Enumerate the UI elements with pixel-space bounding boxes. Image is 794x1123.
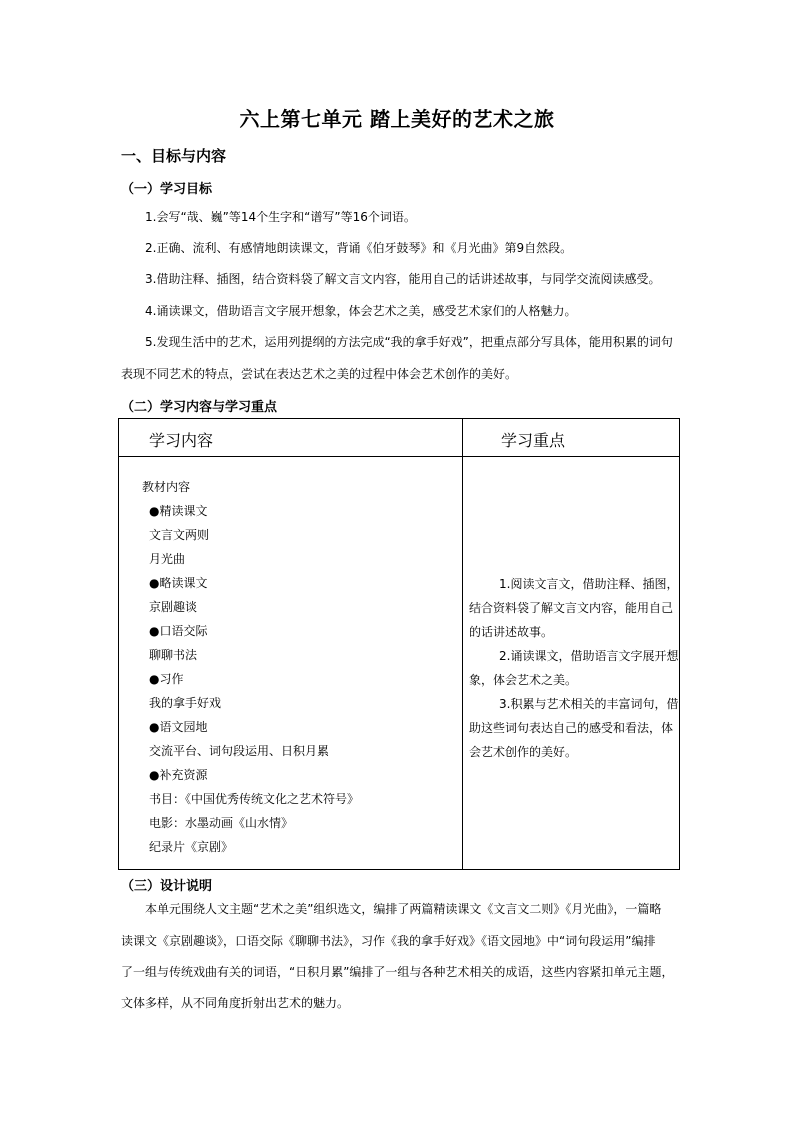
content-list-item: ●语文园地 (149, 720, 208, 734)
goal-item: 3.借助注释、插图，结合资料袋了解文言文内容，能用自己的话讲述故事，与同学交流阅读感受。 (145, 272, 661, 286)
content-list-item: 文言文两则 (149, 528, 210, 542)
table-cell-content (119, 456, 462, 870)
content-list-item: ●补充资源 (149, 768, 208, 782)
subheading-design-notes: （三）设计说明 (121, 879, 213, 894)
goal-item: 1.会写“哉、巍”等14个生字和“谱写”等16个词语。 (145, 210, 416, 224)
focus-line: 结合资料袋了解文言文内容，能用自己 (469, 601, 674, 615)
table-header-focus: 学习重点 (501, 431, 566, 450)
content-list-item: ●习作 (149, 672, 184, 686)
design-notes-line: 文体多样，从不同角度折射出艺术的魅力。 (121, 996, 350, 1010)
focus-line: 3.积累与艺术相关的丰富词句，借 (499, 697, 679, 711)
design-notes-line: 本单元围绕人文主题“艺术之美”组织选文，编排了两篇精读课文《文言文二则》《月光曲》，一篇略 (145, 902, 662, 916)
content-list-item: ●精读课文 (149, 504, 208, 518)
content-list-item: 月光曲 (149, 552, 186, 566)
focus-line: 助这些词句表达自己的感受和看法，体 (469, 721, 674, 735)
content-list-item: 京剧趣谈 (149, 600, 198, 614)
content-list-item: 纪录片《京剧》 (149, 840, 234, 854)
subheading-learning-goals: （一）学习目标 (121, 182, 213, 197)
focus-line: 象，体会艺术之美。 (469, 673, 578, 687)
design-notes-line: 了一组与传统戏曲有关的词语，“日积月累”编排了一组与各种艺术相关的成语，这些内容紧扣单元主题， (121, 965, 674, 979)
table-header-row (119, 419, 679, 457)
content-list-item: 教材内容 (142, 480, 191, 494)
focus-line: 会艺术创作的美好。 (469, 745, 578, 759)
content-focus-table (118, 418, 680, 870)
subheading-content-focus: （二）学习内容与学习重点 (121, 400, 278, 415)
content-list-item: 书目：《中国优秀传统文化之艺术符号》 (149, 792, 360, 806)
document-title: 六上第七单元 踏上美好的艺术之旅 (239, 107, 555, 131)
focus-line: 1.阅读文言文，借助注释、插图， (499, 577, 679, 591)
design-notes-line: 读课文《京剧趣谈》，口语交际《聊聊书法》，习作《我的拿手好戏》《语文园地》中“词句段运用”编排 (121, 934, 656, 948)
content-list-item: ●略读课文 (149, 576, 208, 590)
goal-item: 2.正确、流利、有感情地朗读课文，背诵《伯牙鼓琴》和《月光曲》第9自然段。 (145, 241, 573, 255)
goal-item-continued: 表现不同艺术的特点，尝试在表达艺术之美的过程中体会艺术创作的美好。 (121, 367, 518, 381)
content-list-item: 交流平台、词句段运用、日积月累 (149, 744, 330, 758)
content-list-item: 聊聊书法 (149, 648, 198, 662)
section-heading-goals-content: 一、目标与内容 (121, 147, 227, 165)
content-list-item: ●口语交际 (149, 624, 208, 638)
goal-item: 4.诵读课文，借助语言文字展开想象，体会艺术之美，感受艺术家们的人格魅力。 (145, 304, 577, 318)
table-cell-focus (463, 456, 681, 870)
goal-item: 5.发现生活中的艺术，运用列提纲的方法完成“我的拿手好戏”，把重点部分写具体，能用积累的词句 (145, 335, 673, 349)
content-list-item: 我的拿手好戏 (149, 696, 222, 710)
content-list-item: 电影：水墨动画《山水情》 (149, 816, 294, 830)
focus-line: 2.诵读课文，借助语言文字展开想 (499, 649, 679, 663)
table-header-content: 学习内容 (149, 431, 214, 450)
focus-line: 的话讲述故事。 (469, 625, 554, 639)
design-notes-paragraph (121, 900, 681, 1020)
